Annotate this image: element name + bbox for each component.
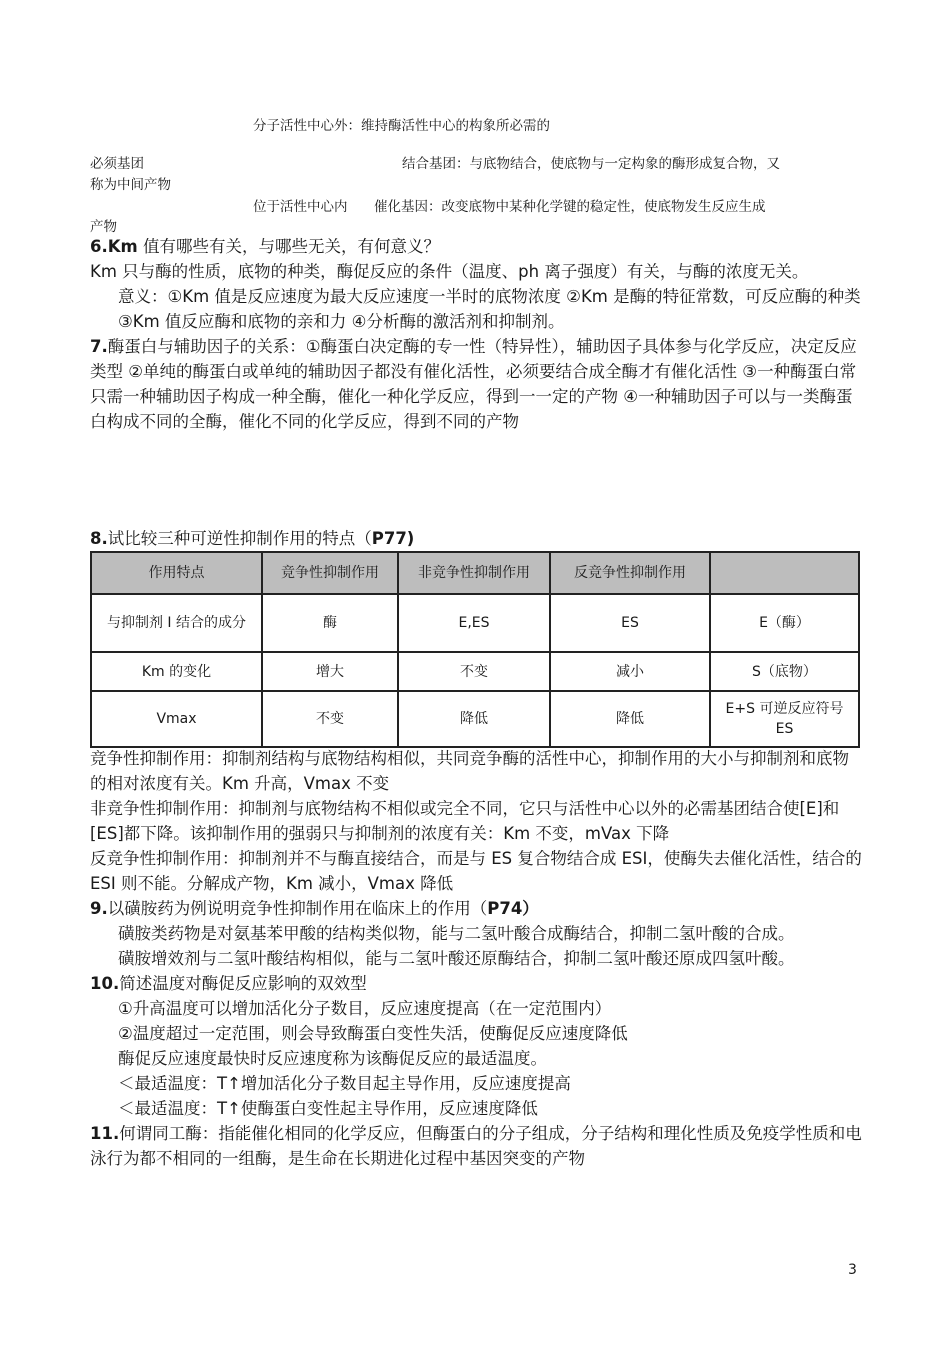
- table-cell: 不变: [398, 652, 550, 691]
- table-cell: E+S 可逆反应符号 ES: [710, 691, 859, 747]
- q10-heading: [90, 971, 865, 996]
- q6-number: 6.Km: [90, 237, 138, 256]
- section-q8-to-q11: [90, 746, 865, 1171]
- table-cell: 增大: [262, 652, 398, 691]
- q8-title: 试比较三种可逆性抑制作用的特点（: [107, 529, 372, 548]
- q9-title: 以磺胺药为例说明竞争性抑制作用在临床上的作用（: [107, 899, 488, 918]
- q8-uncompetitive-note: 反竞争性抑制作用：抑制剂并不与酶直接结合，而是与 ES 复合物结合成 ESI，使酶失去催化活性，结合的 ESI 则不能。分解成产物，Km 减小，Vmax 降低: [90, 849, 862, 893]
- note-line-4-left: 位于活性中心内: [253, 199, 348, 215]
- table-header-cell: 非竞争性抑制作用: [398, 552, 550, 594]
- q10-line: 酶促反应速度最快时反应速度称为该酶促反应的最适温度。: [118, 1049, 547, 1068]
- table-row: [91, 691, 859, 747]
- note-line-1: 分子活性中心外：维持酶活性中心的构象所必需的: [253, 118, 550, 134]
- note-line-4-right: 催化基因：改变底物中某种化学键的稳定性，使底物发生反应生成: [374, 199, 766, 215]
- q6-paragraph-2: 意义：①Km 值是反应速度为最大反应速度一半时的底物浓度 ②Km 是酶的特征常数，可反应酶的种类 ③Km 值反应酶和底物的亲和力 ④分析酶的激活剂和抑制剂。: [118, 287, 861, 331]
- q9-paragraph-2: 磺胺增效剂与二氢叶酸结构相似，能与二氢叶酸还原酶结合，抑制二氢叶酸还原成四氢叶酸。: [118, 949, 795, 968]
- table-cell: 不变: [262, 691, 398, 747]
- table-row: [91, 652, 859, 691]
- page-number: 3: [848, 1262, 857, 1278]
- table-cell: E（酶）: [710, 594, 859, 652]
- q6-paragraph-1: Km 只与酶的性质，底物的种类，酶促反应的条件（温度、ph 离子强度）有关，与酶的浓度无关。: [90, 262, 809, 281]
- table-cell: Km 的变化: [91, 652, 262, 691]
- q9-page-ref: P74）: [487, 899, 539, 918]
- table-cell: 减小: [550, 652, 710, 691]
- q8-page-ref: P77): [371, 529, 415, 548]
- table-cell: S（底物）: [710, 652, 859, 691]
- table-header-cell: 竞争性抑制作用: [262, 552, 398, 594]
- table-row: [91, 594, 859, 652]
- table-header-cell: 反竞争性抑制作用: [550, 552, 710, 594]
- q11-paragraph: [90, 1121, 865, 1171]
- table-header-cell: [710, 552, 859, 594]
- q10-number: 10.: [90, 974, 120, 993]
- note-line-2-left: 必须基团: [90, 156, 144, 172]
- table-header-cell: 作用特点: [91, 552, 262, 594]
- q11-number: 11.: [90, 1124, 120, 1143]
- q9-number: 9.: [90, 899, 108, 918]
- section-q6-q7: [90, 234, 865, 434]
- table-cell: 酶: [262, 594, 398, 652]
- note-line-5: 产物: [90, 219, 117, 235]
- q6-title: 值有哪些有关，与哪些无关，有何意义？: [137, 237, 440, 256]
- q10-title: 简述温度对酶促反应影响的双效型: [119, 974, 367, 993]
- q10-line: ＜最适温度：T↑增加活化分子数目起主导作用，反应速度提高: [118, 1074, 571, 1093]
- q9-paragraph-1: 磺胺类药物是对氨基苯甲酸的结构类似物，能与二氢叶酸合成酶结合，抑制二氢叶酸的合成。: [118, 924, 795, 943]
- note-line-3: 称为中间产物: [90, 177, 171, 193]
- table-header-row: [91, 552, 859, 594]
- q7-text: 酶蛋白与辅助因子的关系：①酶蛋白决定酶的专一性（特异性），辅助因子具体参与化学反应，决定反应类型 ②单纯的酶蛋白或单纯的辅助因子都没有催化活性，必须要结合成全酶才有催化活性 ③一种酶蛋白常只需一种辅助因子构成一种全酶，催化一种化学反应，得到一一定的产物 ④一种辅助因子可以与一类酶蛋白构成不同的全酶，催化不同的化学反应，得到不同的产物: [90, 337, 857, 431]
- q11-text: 何谓同工酶：指能催化相同的化学反应，但酶蛋白的分子组成，分子结构和理化性质及免疫学性质和电泳行为都不相同的一组酶，是生命在长期进化过程中基因突变的产物: [90, 1124, 862, 1168]
- q8-competitive-note: 竞争性抑制作用：抑制剂结构与底物结构相似，共同竞争酶的活性中心，抑制作用的大小与抑制剂和底物的相对浓度有关。Km 升高，Vmax 不变: [90, 749, 849, 793]
- q9-heading: [90, 896, 865, 921]
- table-cell: E,ES: [398, 594, 550, 652]
- q8-heading: [90, 526, 865, 551]
- q10-line: ＜最适温度：T↑使酶蛋白变性起主导作用，反应速度降低: [118, 1099, 538, 1118]
- note-line-2-right: 结合基团：与底物结合，使底物与一定构象的酶形成复合物，又: [402, 156, 780, 172]
- q10-line: ①升高温度可以增加活化分子数目，反应速度提高（在一定范围内）: [118, 999, 612, 1018]
- q8-noncompetitive-note: 非竞争性抑制作用：抑制剂与底物结构不相似或完全不同，它只与活性中心以外的必需基团结合使[E]和[ES]都下降。该抑制作用的强弱只与抑制剂的浓度有关：Km 不变，mVax 下降: [90, 799, 840, 843]
- table-cell: 降低: [398, 691, 550, 747]
- q7-number: 7.: [90, 337, 108, 356]
- table-cell: 降低: [550, 691, 710, 747]
- q10-line: ②温度超过一定范围，则会导致酶蛋白变性失活，使酶促反应速度降低: [118, 1024, 628, 1043]
- q8-number: 8.: [90, 529, 108, 548]
- table-cell: 与抑制剂 I 结合的成分: [91, 594, 262, 652]
- q7-paragraph: [90, 334, 865, 434]
- table-cell: Vmax: [91, 691, 262, 747]
- q6-heading: [90, 234, 865, 259]
- inhibition-comparison-table: [90, 551, 860, 748]
- table-cell: ES: [550, 594, 710, 652]
